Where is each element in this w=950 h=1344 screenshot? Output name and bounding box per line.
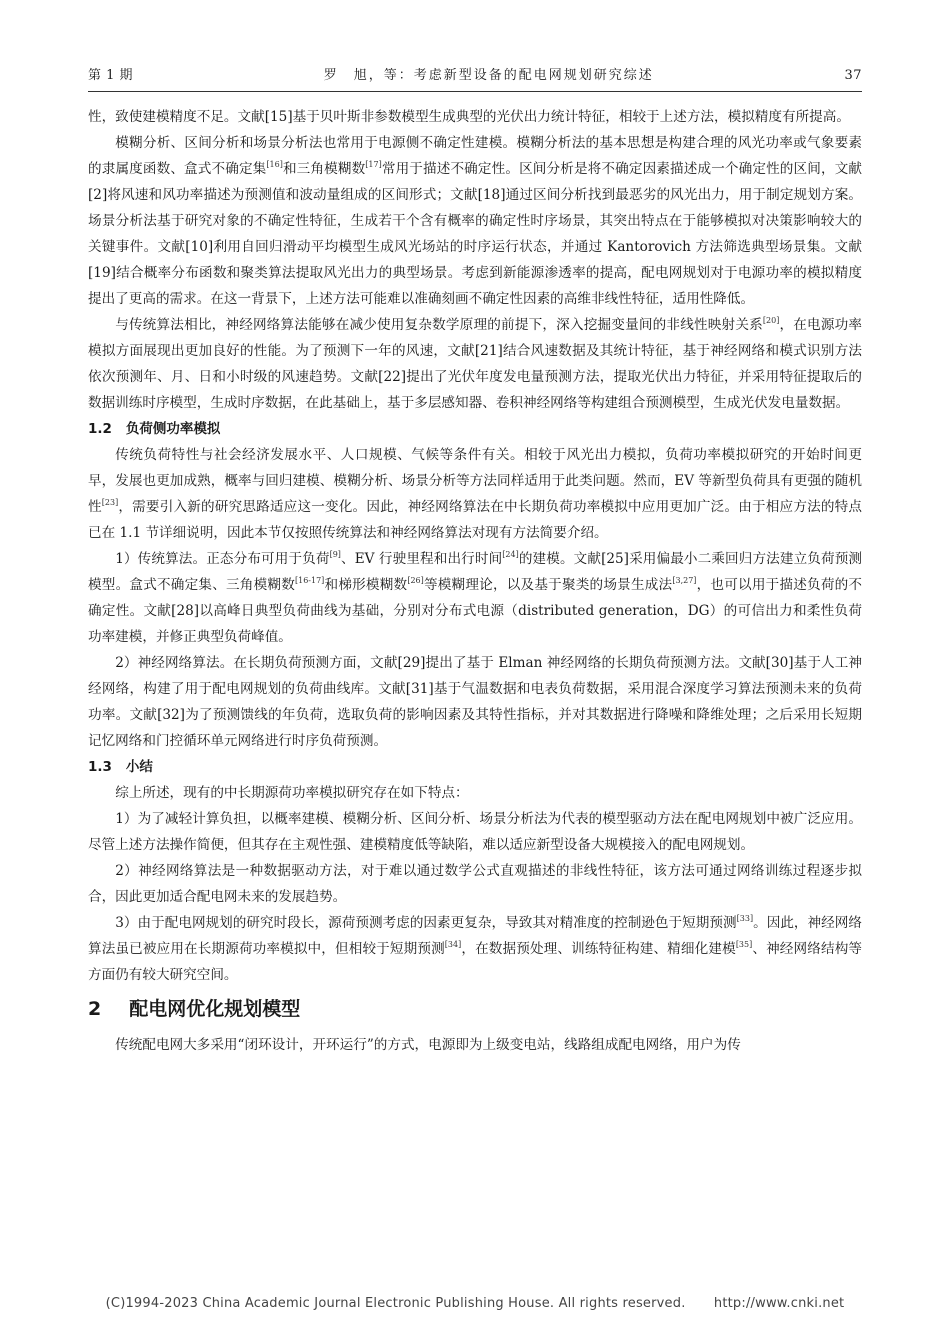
citation-ref: [35]: [735, 940, 753, 949]
paragraph-text: 3）由于配电网规划的研究时段长，源荷预测考虑的因素更复杂，导致其对精准度的控制逊色于短期预测: [115, 915, 737, 931]
paragraph-text: ，也可以用于描述负荷的不确定性。文献[28]以高峰日典型负荷曲线为基础，分别对分布式电源（distributed generation，DG）的可信出力和柔性负荷功率建模，并修正典型负荷峰值。: [88, 577, 863, 645]
heading-number: 1.2: [88, 421, 112, 437]
paragraph-text: 2）神经网络算法。在长期负荷预测方面，文献[29]提出了基于 Elman 神经网络的长期负荷预测方法。文献[30]基于人工神经网络，构建了用于配电网规划的负荷曲线库。文献[31]基于气温数据和电表负荷数据，采用混合深度学习算法预测未来的负荷功率。文献[32]为了预测馈线的年负荷，选取负荷的影响因素及其特性指标，并对其数据进行降噪和降维处理；之后采用长短期记忆网络和门控循环单元网络进行时序负荷预测。: [88, 655, 862, 749]
running-title: 罗 旭，等：考虑新型设备的配电网规划研究综述: [323, 68, 654, 83]
citation-ref: [23]: [101, 498, 119, 507]
paragraph: [88, 1032, 862, 1058]
citation-ref: [33]: [736, 914, 754, 923]
paragraph: [88, 650, 862, 754]
heading-text: 负荷侧功率模拟: [125, 421, 221, 437]
paragraph-text: 的建模。文献[25]采用偏最小二乘回归方法建立负荷预测模型。盒式不确定集、三角模糊数: [88, 551, 863, 593]
paragraph-text: 等模糊理论，以及基于聚类的场景生成法: [423, 577, 673, 593]
paragraph-text: 1）传统算法。正态分布可用于负荷: [115, 551, 330, 567]
paragraph: [88, 910, 862, 988]
citation-ref: [26]: [407, 576, 424, 585]
paragraph-text: ，需要引入新的研究思路适应这一变化。因此，神经网络算法在中长期负荷功率模拟中应用更加广泛。由于相应方法的特点已在 1.1 节详细说明，因此本节仅按照传统算法和神经网络算法对现有方法简要介绍。: [88, 499, 863, 541]
running-header: [88, 64, 862, 92]
heading-text: 配电网优化规划模型: [129, 998, 301, 1020]
paragraph: [88, 312, 862, 416]
paragraph-text: 综上所述，现有的中长期源荷功率模拟研究存在如下特点：: [115, 785, 469, 801]
paragraph-text: ，在数据预处理、训练特征构建、精细化建模: [461, 941, 736, 957]
subsection-heading: [88, 416, 862, 442]
paragraph: [88, 858, 862, 910]
issue-label: 第 1 期: [88, 68, 134, 83]
paragraph-text: 和三角模糊数: [282, 161, 366, 177]
paragraph-text: 性，致使建模精度不足。文献[15]基于贝叶斯非参数模型生成典型的光伏出力统计特征，相较于上述方法，模拟精度有所提高。: [88, 109, 850, 125]
paragraph-text: 1）为了减轻计算负担，以概率建模、模糊分析、区间分析、场景分析法为代表的模型驱动方法在配电网规划中被广泛应用。尽管上述方法操作简便，但其存在主观性强、建模精度低等缺陷，难以适应新型设备大规模接入的配电网规划。: [88, 811, 862, 853]
page-number: 37: [844, 68, 862, 83]
paragraph-text: 。因此，神经网络算法虽已被应用在长期源荷功率模拟中，但相较于短期预测: [88, 915, 862, 957]
paragraph-text: 常用于描述不确定性。区间分析是将不确定因素描述成一个确定性的区间，文献[2]将风速和风功率描述为预测值和波动量组成的区间形式；文献[18]通过区间分析找到最恶劣的风光出力，用于制定规划方案。场景分析法基于研究对象的不确定性特征，生成若干个含有概率的确定性时序场景，其突出特点在于能够模拟对决策影响较大的关键事件。文献[10]利用自回归滑动平均模型生成风光场站的时序运行状态，并通过 Kantorovich 方法筛选典型场景集。文献[19]结合概率分布函数和聚类算法提取风光出力的典型场景。考虑到新能源渗透率的提高，配电网规划对于电源功率的模拟精度提出了更高的需求。在这一背景下，上述方法可能难以准确刻画不确定性因素的高维非线性特征，适用性降低。: [88, 161, 863, 307]
article-body: [88, 104, 862, 1058]
subsection-heading: [88, 754, 862, 780]
citation-ref: [9]: [329, 550, 341, 559]
paragraph: [88, 442, 862, 546]
paragraph-text: 、神经网络结构等方面仍有较大研究空间。: [88, 941, 863, 983]
footer: [0, 1296, 950, 1311]
paragraph: [88, 104, 862, 130]
paragraph-text: 传统配电网大多采用“闭环设计，开环运行”的方式，电源即为上级变电站，线路组成配电网络，用户为传: [115, 1037, 741, 1053]
copyright-notice: (C)1994-2023 China Academic Journal Electronic Publishing House. All rights reserved.: [105, 1296, 686, 1311]
citation-ref: [34]: [444, 940, 462, 949]
citation-ref: [16-17]: [295, 576, 325, 585]
paragraph: [88, 780, 862, 806]
heading-number: 2: [88, 998, 102, 1020]
paragraph-text: 2）神经网络算法是一种数据驱动方法，对于难以通过数学公式直观描述的非线性特征，该方法可通过网络训练过程逐步拟合，因此更加适合配电网未来的发展趋势。: [88, 863, 862, 905]
source-url: http://www.cnki.net: [713, 1296, 845, 1311]
paragraph-text: 与传统算法相比，神经网络算法能够在减少使用复杂数学原理的前提下，深入挖掘变量间的非线性映射关系: [115, 317, 763, 333]
paragraph: [88, 806, 862, 858]
paragraph-text: 传统负荷特性与社会经济发展水平、人口规模、气候等条件有关。相较于风光出力模拟，负荷功率模拟研究的开始时间更早，发展也更加成熟，概率与回归建模、模糊分析、场景分析等方法同样适用于此类问题。然而，EV 等新型负荷具有更强的随机性: [88, 447, 862, 515]
paragraph-text: 模糊分析、区间分析和场景分析法也常用于电源侧不确定性建模。模糊分析法的基本思想是构建合理的风光功率或气象要素的隶属度函数、盒式不确定集: [88, 135, 862, 177]
paragraph-text: ，在电源功率模拟方面展现出更加良好的性能。为了预测下一年的风速，文献[21]结合风速数据及其统计特征，基于神经网络和模式识别方法依次预测年、月、日和小时级的风速趋势。文献[22]提出了光伏年度发电量预测方法，提取光伏出力特征，并采用特征提取后的数据训练时序模型，生成时序数据，在此基础上，基于多层感知器、卷积神经网络等构建组合预测模型，生成光伏发电量数据。: [88, 317, 862, 411]
citation-ref: [16]: [266, 160, 283, 169]
paragraph-text: 、EV 行驶里程和出行时间: [340, 551, 503, 567]
citation-ref: [17]: [365, 160, 382, 169]
citation-ref: [24]: [502, 550, 519, 559]
citation-ref: [20]: [762, 316, 780, 325]
heading-number: 1.3: [88, 759, 112, 775]
page: [88, 64, 862, 1058]
paragraph: [88, 546, 862, 650]
paragraph-text: 和梯形模糊数: [324, 577, 408, 593]
citation-ref: [3,27]: [672, 576, 697, 585]
paragraph: [88, 130, 862, 312]
heading-text: 小结: [125, 759, 153, 775]
section-heading: [88, 992, 862, 1026]
